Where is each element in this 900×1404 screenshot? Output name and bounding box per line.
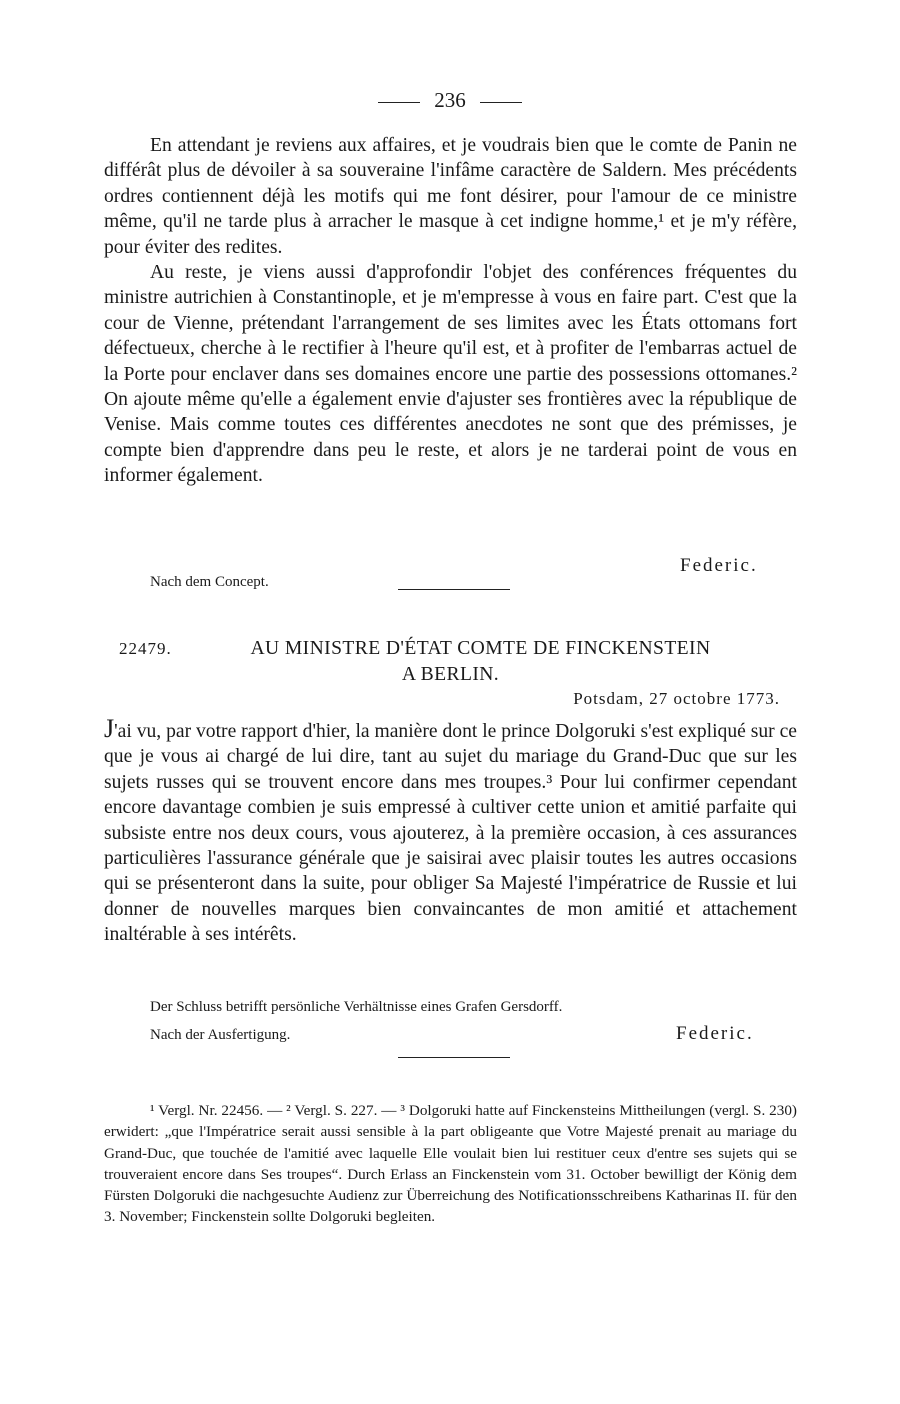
heading-addressee: AU MINISTRE D'ÉTAT COMTE DE FINCKENSTEIN bbox=[250, 638, 711, 659]
letter1-signature: Federic. bbox=[680, 555, 758, 576]
heading-place: A BERLIN. bbox=[401, 664, 500, 685]
page-number: 236 bbox=[434, 88, 466, 112]
letter2-text: 'ai vu, par votre rapport d'hier, la manière dont le prince Dolgoruki s'est expliqué sur ce que je vous ai chargé de lui dire, tant au sujet du mariage du Grand-Duc que sur les sujets russes qui se trouvent encore dans mes troupes.³ Pour lui confirmer cependant encore davantage combien je suis empressé à cultiver cette union et amitié parfaite qui subsiste entre nos deux cours, vous ajouterez, à la première occasion, à ces assurances particulières l'assurance générale que je saisirai avec plaisir toutes les autres occasions qui se présenteront dans la suite, pour obliger Sa Majesté l'impératrice de Russie et lui donner de nouvelles marques bien convaincantes de mon amitié et attachement inaltérable à ses intérêts. bbox=[104, 721, 797, 946]
letter1-paragraph-2: Au reste, je viens aussi d'approfondir l'objet des conférences fréquentes du ministre autrichien à Constantinople, et je m'empresse à vous en faire part. C'est que la cour de Vienne, prétendant l'arrangement de ses limites avec les États ottomans fort défectueux, cherche à le rectifier à l'heure qu'il est, et à profiter de l'embarras actuel de la Porte pour enclaver dans ses domaines encore une partie des possessions ottomanes.² On ajoute même qu'elle a également envie d'ajuster ses frontières avec la république de Venise. Mais comme toutes ces différentes anecdotes ne sont que des prémisses, je compte bien d'apprendre dans peu le reste, et alors je ne tarderai point de vous en informer également. bbox=[104, 262, 797, 487]
letter2-paragraph bbox=[104, 716, 797, 948]
letter-number: 22479. bbox=[119, 639, 172, 658]
footnotes-text: ¹ Vergl. Nr. 22456. — ² Vergl. S. 227. — ³ Dolgoruki hatte auf Finckensteins Mittheilungen (vergl. S. 230) erwidert: „que l'Impératrice serait aussi sensible à la part obligeante que Votre Majesté prenait au mariage du Grand-Duc, que touchée de l'amitié avec laquelle Elle voulait bien lui restituer ceux d'entre ses sujets qui se trouveraient encore dans Ses troupes“. Durch Erlass an Finckenstein vom 31. October bewilligt der König dem Fürsten Dolgoruki die nachgesuchte Audienz zur Überreichung des Notificationsschreibens Katharinas II. für den 3. November; Finckenstein sollte Dolgoruki begleiten. bbox=[104, 1102, 797, 1226]
letter2-date: Potsdam, 27 octobre 1773. bbox=[573, 689, 780, 708]
letter1-source-note: Nach dem Concept. bbox=[150, 574, 269, 590]
dropcap: J bbox=[104, 714, 115, 743]
section-divider-1 bbox=[398, 589, 510, 590]
footnotes bbox=[104, 1100, 797, 1228]
letter1-paragraph-1: En attendant je reviens aux affaires, et je voudrais bien que le comte de Panin ne différât plus de dévoiler à sa souveraine l'infâme caractère de Saldern. Mes précédents ordres contiennent déjà les motifs qui me font désirer, pour l'amour de ce ministre même, qu'il ne tarde plus à arracher le masque à cet indigne homme,¹ et je m'y réfère, pour éviter des redites. bbox=[104, 135, 797, 258]
letter2-heading bbox=[104, 636, 797, 688]
letter2-source-note: Nach der Ausfertigung. bbox=[150, 1027, 291, 1043]
section-divider-2 bbox=[398, 1057, 510, 1058]
page-header bbox=[0, 86, 900, 114]
letter2-body bbox=[104, 716, 797, 948]
letter2-summary: Der Schluss betrifft persönliche Verhältnisse eines Grafen Gersdorff. bbox=[150, 999, 563, 1015]
letter1-body bbox=[104, 133, 797, 489]
header-dash-left bbox=[378, 102, 420, 103]
header-dash-right bbox=[480, 102, 522, 103]
letter2-signature: Federic. bbox=[676, 1023, 754, 1044]
